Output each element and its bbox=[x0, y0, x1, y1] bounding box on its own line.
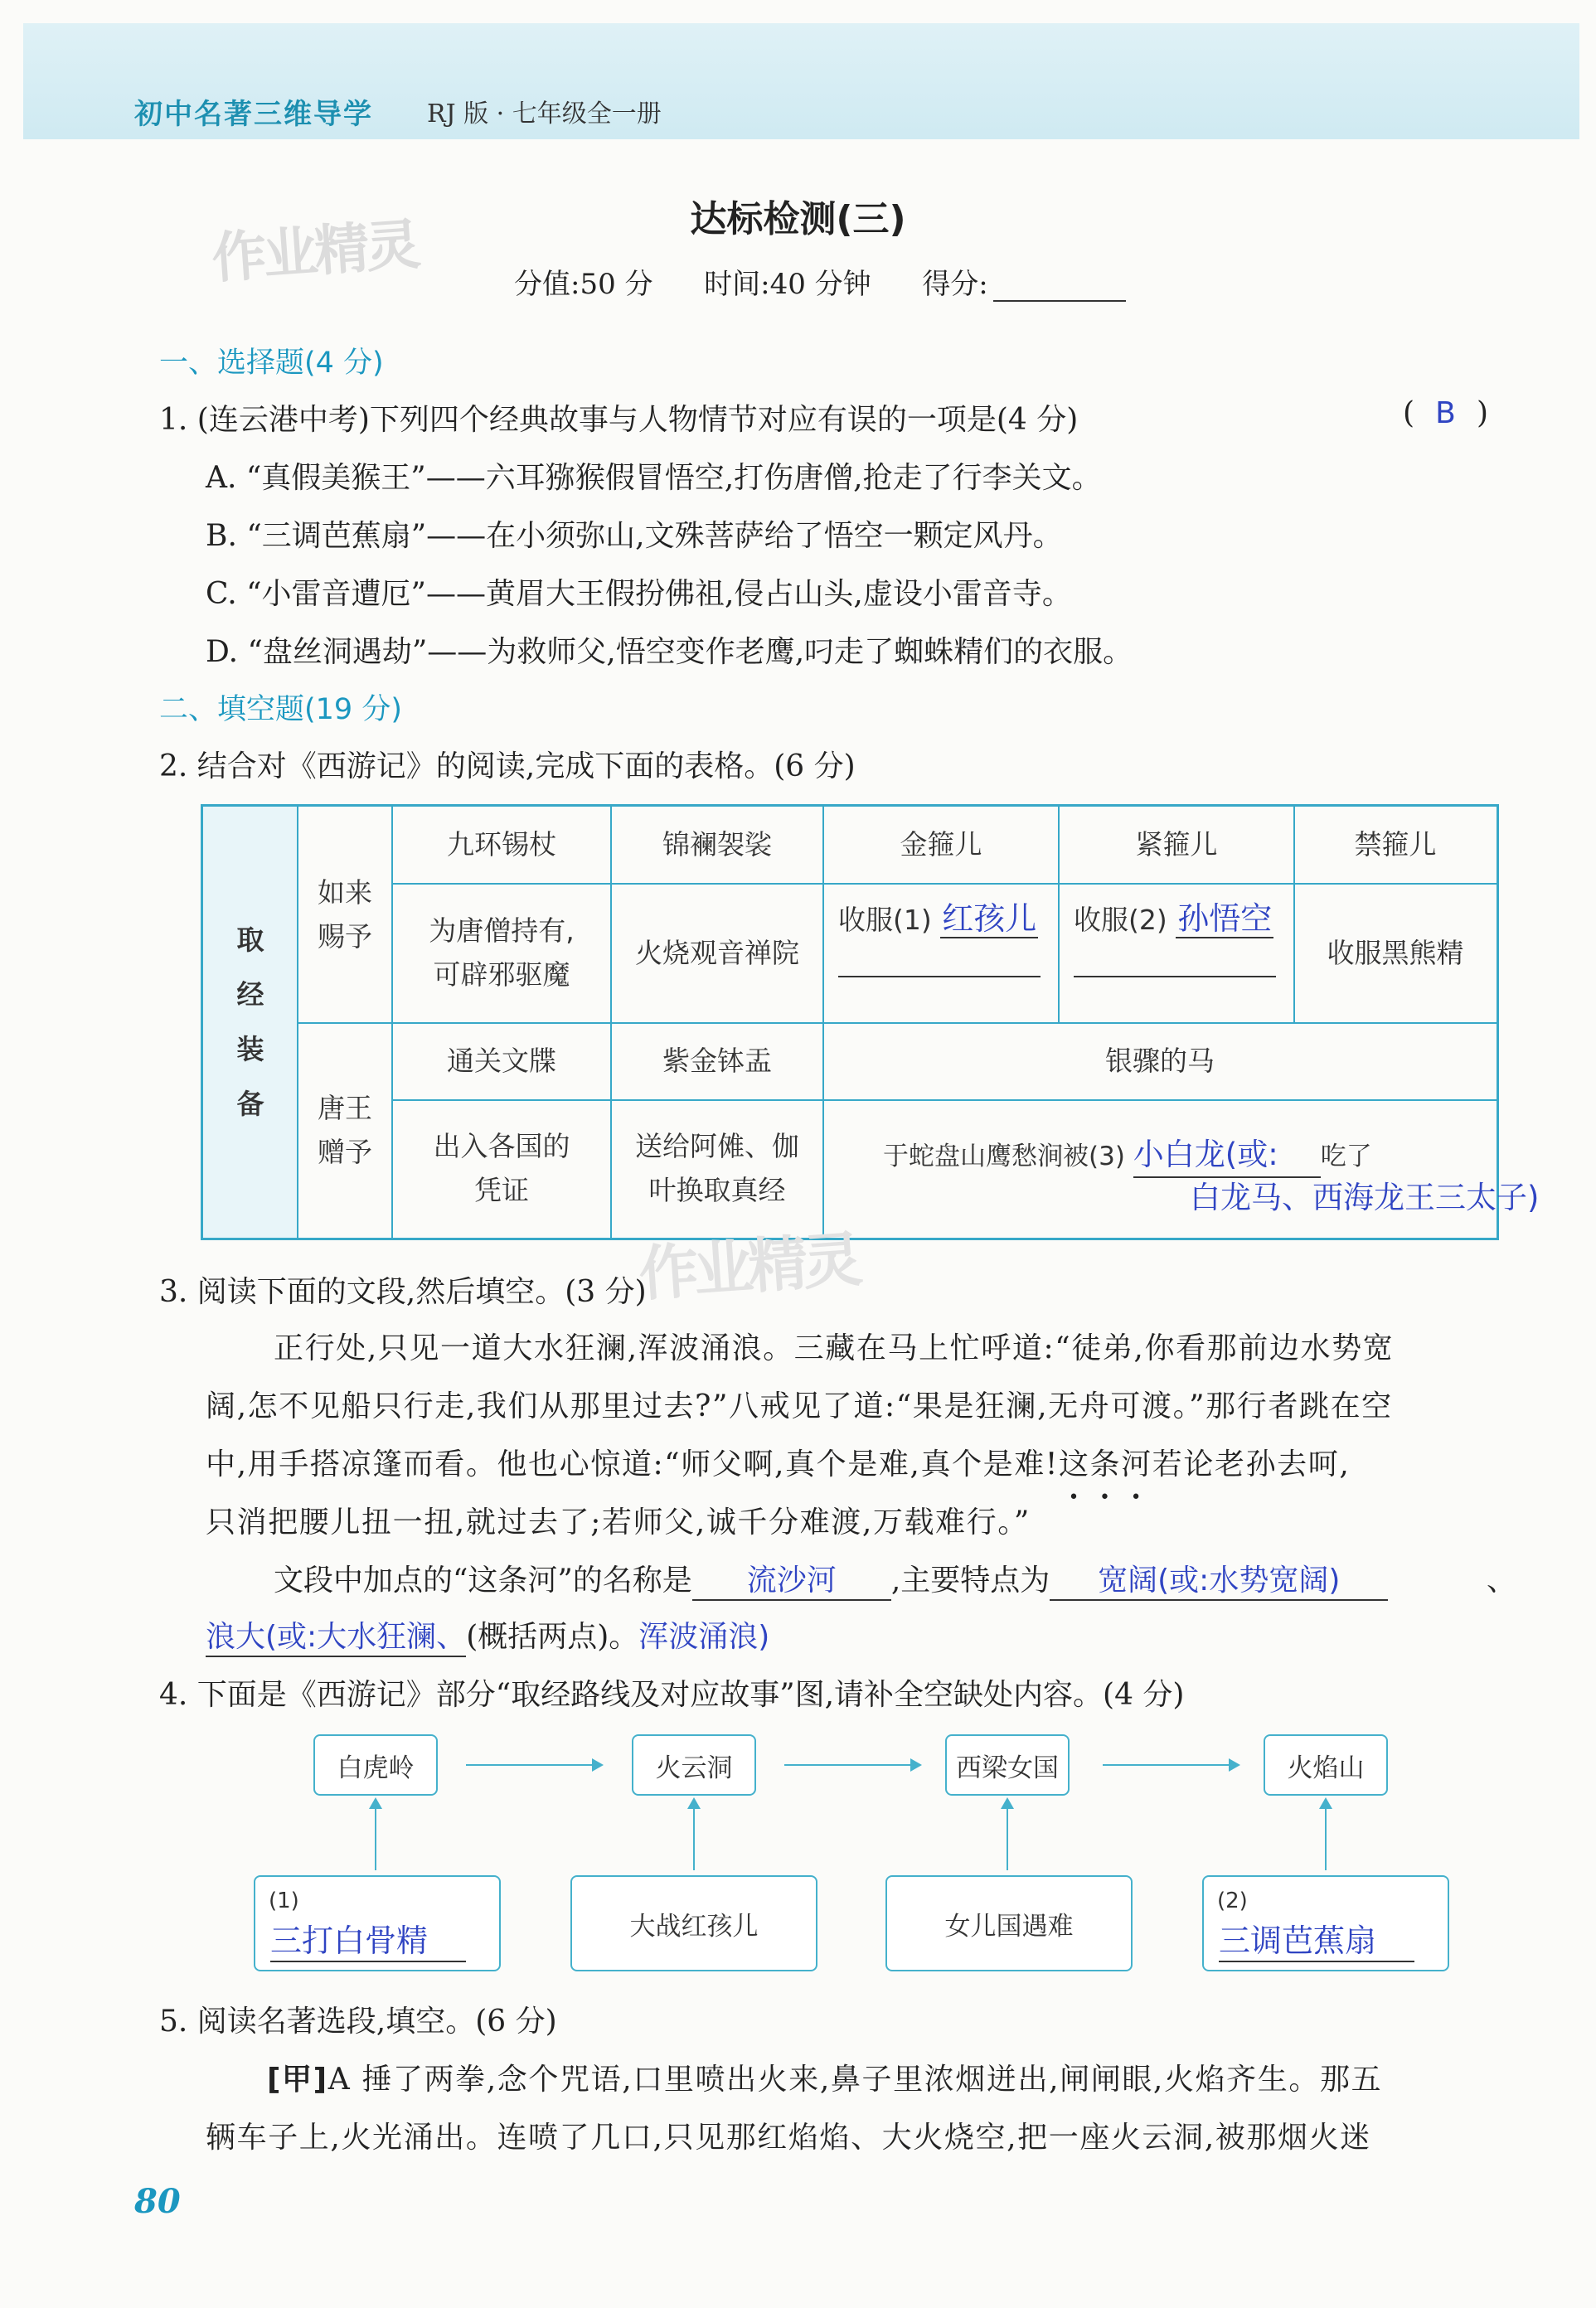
score-blank[interactable] bbox=[993, 275, 1126, 302]
route-place-xiliangnvguo: 西梁女国 bbox=[945, 1734, 1070, 1796]
answer-story-1[interactable]: 三打白骨精 bbox=[270, 1915, 466, 1962]
time-label: 时间:40 分钟 bbox=[704, 268, 871, 301]
q5-passage-line: [甲]A 捶了两拳,念个咒语,口里喷出火来,鼻子里浓烟迸出,闸闸眼,火焰齐生。那五 bbox=[267, 2063, 1383, 2097]
route-place-huoyanshan: 火焰山 bbox=[1264, 1734, 1388, 1796]
table-cell-answer1: 收服(1) 红孩儿 bbox=[823, 884, 1059, 1023]
q1-option-c: C. “小雷音遭厄”——黄眉大王假扮佛祖,侵占山头,虚设小雷音寺。 bbox=[206, 577, 1072, 611]
answer-blank-1[interactable]: 红孩儿 bbox=[942, 900, 1037, 937]
answer-river-name[interactable]: 流沙河 bbox=[692, 1557, 891, 1601]
table-group-rulai: 如来赐予 bbox=[318, 875, 372, 953]
table-group-tangwang: 唐王赠予 bbox=[318, 1091, 372, 1168]
q1-option-d: D. “盘丝洞遇劫”——为救师父,悟空变作老鹰,叼走了蜘蛛精们的衣服。 bbox=[206, 635, 1133, 669]
table-cell: 送给阿傩、伽叶换取真经 bbox=[635, 1130, 799, 1206]
series-title: 初中名著三维导学 bbox=[134, 98, 373, 131]
table-cell: 九环锡杖 bbox=[447, 828, 556, 861]
page-header-text bbox=[23, 23, 1579, 139]
q5-passage-line: 辆车子上,火光涌出。连喷了几口,只见那红焰焰、大火烧空,把一座火云洞,被那烟火迷 bbox=[206, 2121, 1371, 2155]
watermark-2: 作业精灵 bbox=[636, 1224, 861, 1310]
story-arrow bbox=[1325, 1801, 1327, 1870]
q1-option-b: B. “三调芭蕉扇”——在小须弥山,文殊菩萨给了悟空一颗定风丹。 bbox=[206, 519, 1063, 553]
get-label: 得分: bbox=[922, 268, 988, 301]
watermark: 作业精灵 bbox=[210, 212, 420, 291]
table-cell: 出入各国的凭证 bbox=[433, 1130, 570, 1206]
q3-stem: 3. 阅读下面的文段,然后填空。(3 分) bbox=[159, 1275, 647, 1309]
q3-passage-line: 只消把腰儿扭一扭,就过去了;若师父,诚千分难渡,万载难行。” bbox=[206, 1506, 1031, 1539]
table-cell: 紧箍儿 bbox=[1135, 828, 1218, 861]
dotted-phrase: 这条河 bbox=[1058, 1447, 1152, 1481]
equipment-table bbox=[201, 804, 1540, 1240]
score-meta bbox=[514, 261, 1126, 302]
table-cell: 紫金钵盂 bbox=[662, 1045, 772, 1078]
q5-tag: [甲] bbox=[267, 2063, 328, 2097]
table-cell-answer3: 于蛇盘山鹰愁涧被(3) 小白龙(或: 吃了 白龙马、西海龙王三太子) bbox=[823, 1100, 1497, 1238]
q1-option-a: A. “真假美猴王”——六耳猕猴假冒悟空,打伤唐僧,抢走了行李关文。 bbox=[206, 461, 1102, 495]
q3-separator: 、 bbox=[1487, 1564, 1517, 1598]
q1-answer-slot bbox=[1403, 396, 1488, 430]
q3-passage-line: 中,用手搭凉篷而看。他也心惊道:“师父啊,真个是难,真个是难!这条河若论老孙去呵, bbox=[206, 1447, 1351, 1481]
page-number: 80 bbox=[134, 2182, 181, 2221]
story-box-2: 大战红孩儿 bbox=[570, 1875, 817, 1971]
story-arrow bbox=[1007, 1801, 1008, 1870]
section-heading-fill: 二、填空题(19 分) bbox=[159, 693, 402, 726]
answer-blank-3-cont[interactable]: 白龙马、西海龙王三太子) bbox=[1190, 1179, 1540, 1215]
story-arrow bbox=[375, 1801, 376, 1870]
table-cell: 为唐僧持有,可辟邪驱魔 bbox=[429, 914, 575, 991]
q1-paren-open: ( bbox=[1403, 396, 1415, 430]
table-cell: 禁箍儿 bbox=[1354, 828, 1437, 861]
table-cell: 通关文牒 bbox=[447, 1045, 556, 1078]
route-place-baihuling: 白虎岭 bbox=[313, 1734, 438, 1796]
section-heading-choice: 一、选择题(4 分) bbox=[159, 347, 384, 380]
answer-blank-2[interactable]: 孙悟空 bbox=[1177, 900, 1273, 937]
q1-stem: 1. (连云港中考)下列四个经典故事与人物情节对应有误的一项是(4 分) bbox=[159, 403, 1079, 437]
story-box-3: 女儿国遇难 bbox=[885, 1875, 1133, 1971]
answer-feature-2-cont[interactable]: 浑波涌浪) bbox=[638, 1620, 770, 1654]
q3-passage-line: 正行处,只见一道大水狂澜,浑波涌浪。三藏在马上忙呼道:“徒弟,你看那前边水势宽 bbox=[274, 1331, 1395, 1365]
q3-passage-line: 阔,怎不见船只行走,我们从那里过去?”八戒见了道:“果是狂澜,无舟可渡。”那行者跳在空 bbox=[206, 1389, 1393, 1423]
table-cell: 收服黑熊精 bbox=[1327, 936, 1464, 969]
q1-answer[interactable]: B bbox=[1435, 396, 1456, 430]
table-cell: 银骤的马 bbox=[1105, 1045, 1215, 1078]
route-arrow bbox=[1103, 1764, 1239, 1766]
table-cell: 火烧观音禅院 bbox=[635, 936, 799, 969]
q4-stem: 4. 下面是《西游记》部分“取经路线及对应故事”图,请补全空缺处内容。(4 分) bbox=[159, 1678, 1185, 1712]
answer-feature-1[interactable]: 宽阔(或:水势宽阔) bbox=[1050, 1557, 1388, 1601]
story-box-1: (1) 三打白骨精 bbox=[254, 1875, 501, 1971]
q3-fill-line-2: 浪大(或:大水狂澜、(概括两点)。浑波涌浪) bbox=[206, 1613, 769, 1657]
q1-paren-close: ) bbox=[1476, 396, 1488, 430]
q2-stem: 2. 结合对《西游记》的阅读,完成下面的表格。(6 分) bbox=[159, 749, 856, 783]
answer-feature-2[interactable]: 浪大(或:大水狂澜、 bbox=[206, 1613, 466, 1657]
edition-label: RJ 版 · 七年级全一册 bbox=[427, 99, 662, 128]
score-label: 分值:50 分 bbox=[514, 268, 653, 301]
route-place-huoyundong: 火云洞 bbox=[632, 1734, 756, 1796]
table-cell: 锦襕袈裟 bbox=[662, 828, 772, 861]
table-cell: 金箍儿 bbox=[900, 828, 982, 861]
q3-fill-line-1: 文段中加点的“这条河”的名称是 流沙河 ,主要特点为 宽阔(或:水势宽阔) bbox=[274, 1557, 1388, 1601]
answer-blank-3[interactable]: 小白龙(或: bbox=[1133, 1133, 1321, 1178]
route-arrow bbox=[466, 1764, 602, 1766]
table-cell-answer2: 收服(2) 孙悟空 bbox=[1059, 884, 1294, 1023]
page-title: 达标检测(三) bbox=[690, 198, 906, 240]
q5-stem: 5. 阅读名著选段,填空。(6 分) bbox=[159, 2005, 557, 2039]
story-arrow bbox=[693, 1801, 695, 1870]
table-main-label: 取经装备 bbox=[203, 807, 298, 1238]
answer-story-2[interactable]: 三调芭蕉扇 bbox=[1219, 1915, 1414, 1962]
route-arrow bbox=[784, 1764, 920, 1766]
story-box-4: (2) 三调芭蕉扇 bbox=[1202, 1875, 1449, 1971]
